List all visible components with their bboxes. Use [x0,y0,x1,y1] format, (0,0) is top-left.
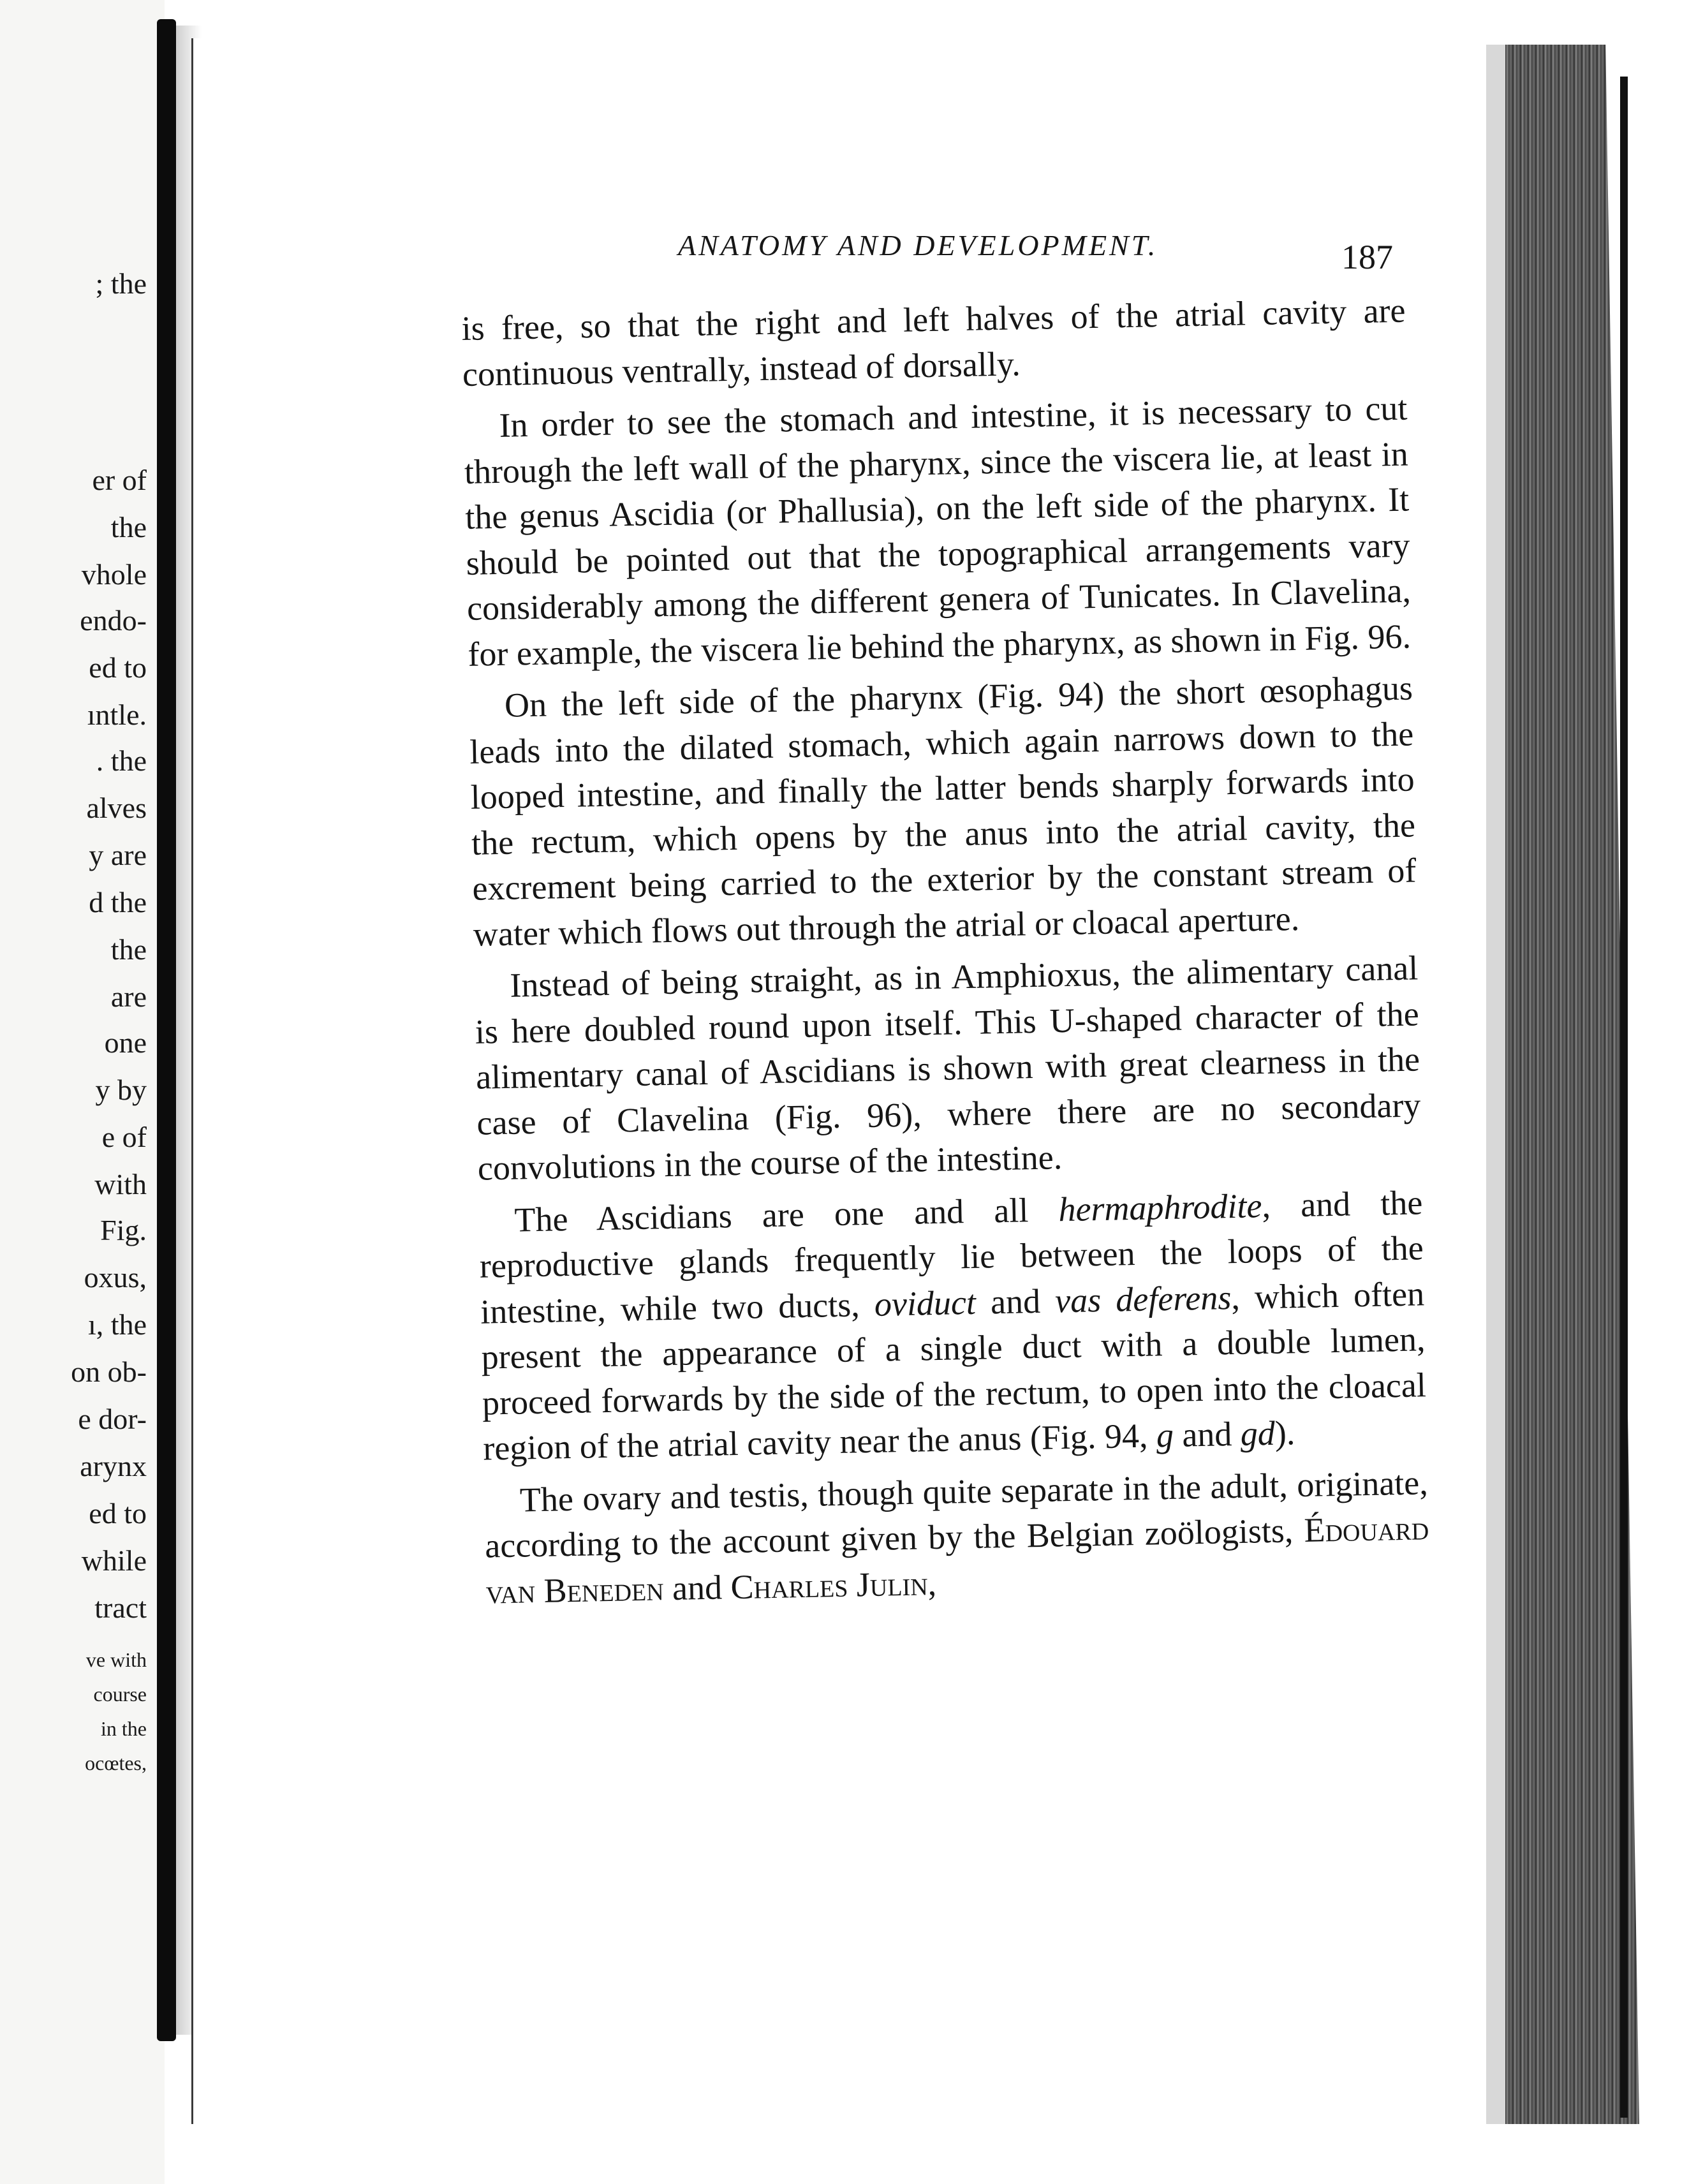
page-number: 187 [1341,238,1393,276]
left-page-footnote-line: ve with [85,1648,147,1671]
page-stack-highlight [1486,45,1505,2124]
left-page-line: the [110,933,147,966]
italic-term: gd [1240,1413,1276,1453]
left-page-line: tract [94,1591,147,1624]
left-page-line: ed to [89,651,147,684]
left-page-line: e dor- [78,1403,147,1435]
left-page-line: are [110,980,147,1013]
text-run: , and the reproductive glands frequently lie between the loops of the intestine, while two ducts, [479,1183,1424,1331]
paragraph-6 [483,1460,1430,1615]
left-page-line: alves [86,792,147,824]
left-page-line: ed to [89,1497,147,1530]
book-cover-edge [1620,77,1628,2118]
left-page-footnote-line: ocœtes, [85,1752,147,1774]
left-page-line: ; the [95,267,147,300]
left-page-line: one [104,1026,147,1059]
text-run: , [927,1563,937,1602]
left-page-line: y are [89,839,147,871]
text-run: ). [1274,1413,1295,1452]
book-gutter [157,19,176,2041]
left-page-footnote-line: course [93,1683,147,1706]
left-page-line: with [94,1168,147,1200]
left-page-line: vhole [81,558,147,591]
left-page-line: Fig. [100,1214,147,1246]
paragraph-3: On the left side of the pharynx (Fig. 94) the short œsophagus leads into the dilated stomach, which again narrows down to the looped intestine, and finally the latter bends sharply forwards into the rectum, which opens by the anus into the atrial cavity, the excrement being carried to the exterior by the constant stream of water which flows out through the atrial or cloacal aperture. [469,668,1417,954]
left-page-line: ıntle. [87,698,147,731]
left-page-footnote-line: in the [101,1717,147,1740]
left-page-line: d the [89,886,147,919]
running-head: ANATOMY AND DEVELOPMENT. [678,229,1158,262]
paragraph-1: is free, so that the right and left halves of the atrial cavity are continuous ventrally, instead of dorsally. [461,291,1406,394]
left-page-line: oxus, [84,1261,147,1294]
italic-term: oviduct [874,1283,977,1324]
page-body [461,288,1430,1621]
author-name: Charles Julin [730,1563,929,1606]
paragraph-4: Instead of being straight, as in Amphioxus, the alimentary canal is here doubled round upon itself. This U-shaped character of the alimentary canal of Ascidians is shown with great clearness in the case of Clavelina (Fig. 96), where there are no secondary convolutions in the course of the intestine. [475,948,1421,1188]
left-page-line: while [81,1544,147,1577]
text-run: and [975,1281,1056,1322]
text-run: The Ascidians are one and all [513,1190,1059,1239]
left-page-line: arynx [80,1450,147,1482]
previous-page-fragment [0,0,165,2184]
text-run: and [1173,1414,1241,1454]
left-page-line: ı, the [88,1308,147,1341]
left-page-line: the [110,511,147,543]
paragraph-2: In order to see the stomach and intestine, it is necessary to cut through the left wall of the pharynx, since the viscera lie, at least in the genus Ascidia (or Phallusia), on the left side of the pharynx. It should be pointed out that the topographical arrangements vary considerably among the different genera of Tunicates. In Clavelina, for example, the viscera lie behind the pharynx, as shown in Fig. 96. [464,388,1412,674]
text-run: , which often present the appearance of a single duct with a double lumen, proceed forwards by the side of the rectum, to open into the cloacal region of the atrial cavity near the anus (Fig. 94, [481,1274,1427,1468]
paragraph-5 [478,1180,1427,1472]
left-page-line: e of [101,1121,147,1153]
italic-term: hermaphrodite [1058,1186,1262,1228]
left-page-line: er of [92,464,147,496]
left-page-line: endo- [80,604,147,637]
italic-term: vas deferens [1054,1278,1232,1320]
author-name: Édouard van Beneden [485,1509,1429,1611]
left-page-line: . the [96,744,147,777]
left-page-line: on ob- [71,1355,147,1388]
text-run: and [663,1567,732,1607]
text-run: The ovary and testis, though quite separate in the adult, originate, according to the account given by the Belgian zoölogists, [484,1463,1429,1565]
left-page-line: y by [95,1074,147,1106]
italic-term: g [1156,1415,1174,1455]
book-page [191,38,1488,2124]
